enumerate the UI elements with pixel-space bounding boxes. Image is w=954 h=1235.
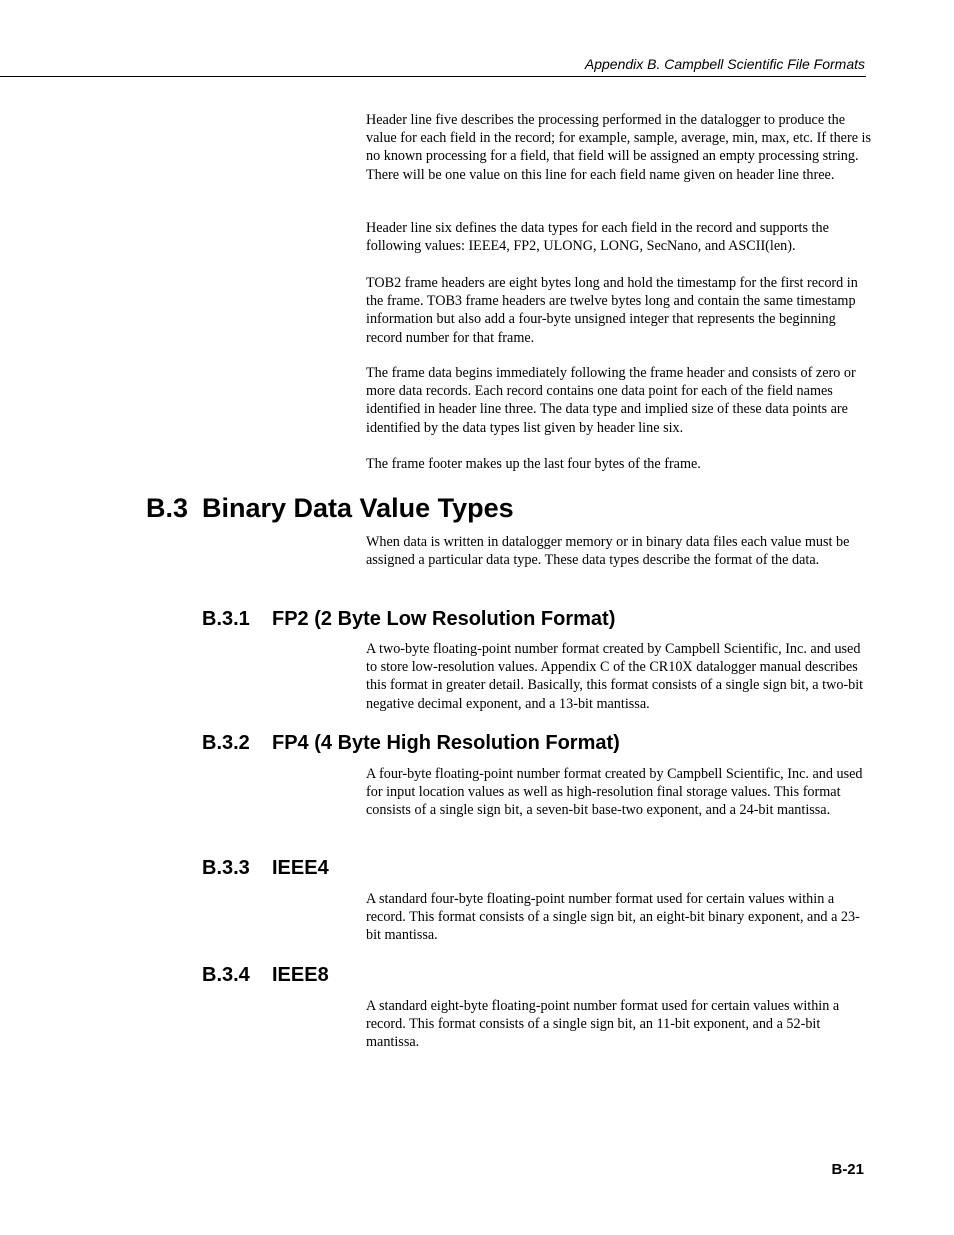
paragraph-header-line-six: Header line six defines the data types for each field in the record and supports the following values: IEEE4, FP2, ULONG, LONG, SecNano, and ASCII(len). <box>366 220 829 255</box>
paragraph-frame-data: The frame data begins immediately following the frame header and consists of zero or more data records. Each record contains one data point for each of the field names identified in header line three. The data type and implied size of these data points are identified by the data types list given by header line six. <box>366 365 856 436</box>
subsection-number: B.3.2 <box>202 732 250 754</box>
page-number: B-21 <box>831 1161 864 1178</box>
paragraph-header-line-five: Header line five describes the processing performed in the datalogger to produce the value for each field in the record; for example, sample, average, min, max, etc. If there is no known processing for a field, that field will be assigned an empty processing string. There will be one value on this line for each field name given on header line three. <box>366 112 872 183</box>
subsection-body-ieee4: A standard four-byte floating-point number format used for certain values within a record. This format consists of a single sign bit, an eight-bit binary exponent, and a 23-bit mantissa. <box>366 891 860 944</box>
subsection-body-fp2: A two-byte floating-point number format created by Campbell Scientific, Inc. and used to store low-resolution values. Appendix C of the CR10X datalogger manual describes this format in greater detail. Basically, this format consists of a single sign bit, a two-bit negative decimal exponent, and a 13-bit mantissa. <box>366 641 864 712</box>
subsection-title: IEEE4 <box>272 857 329 879</box>
section-title: Binary Data Value Types <box>202 493 514 523</box>
paragraph-frame-footer: The frame footer makes up the last four bytes of the frame. <box>366 456 701 472</box>
subsection-body-fp4: A four-byte floating-point number format created by Campbell Scientific, Inc. and used for input location values as well as high-resolution final storage values. This format consists of a single sign bit, a seven-bit base-two exponent, and a 24-bit mantissa. <box>366 766 863 819</box>
subsection-title: IEEE8 <box>272 964 329 986</box>
subsection-heading-ieee8 <box>202 963 329 987</box>
paragraph-frame-headers: TOB2 frame headers are eight bytes long and hold the timestamp for the first record in the frame. TOB3 frame headers are twelve bytes long and contain the same timestamp information but also add a four-byte unsigned integer that represents the beginning record number for that frame. <box>366 275 858 346</box>
header-rule <box>0 76 866 77</box>
subsection-body-ieee8: A standard eight-byte floating-point number format used for certain values within a record. This format consists of a single sign bit, an 11-bit exponent, and a 52-bit mantissa. <box>366 998 840 1051</box>
subsection-heading-fp2 <box>202 607 615 631</box>
section-heading <box>146 492 514 524</box>
section-body: When data is written in datalogger memory or in binary data files each value must be assigned a particular data type. These data types describe the format of the data. <box>366 534 850 569</box>
subsection-heading-fp4 <box>202 731 620 755</box>
subsection-title: FP4 (4 Byte High Resolution Format) <box>272 732 620 754</box>
subsection-heading-ieee4 <box>202 856 329 880</box>
subsection-title: FP2 (2 Byte Low Resolution Format) <box>272 608 616 630</box>
subsection-number: B.3.1 <box>202 608 250 630</box>
subsection-number: B.3.4 <box>202 964 250 986</box>
running-header: Appendix B. Campbell Scientific File Formats <box>584 56 865 72</box>
subsection-number: B.3.3 <box>202 857 250 879</box>
section-number: B.3 <box>146 493 189 523</box>
